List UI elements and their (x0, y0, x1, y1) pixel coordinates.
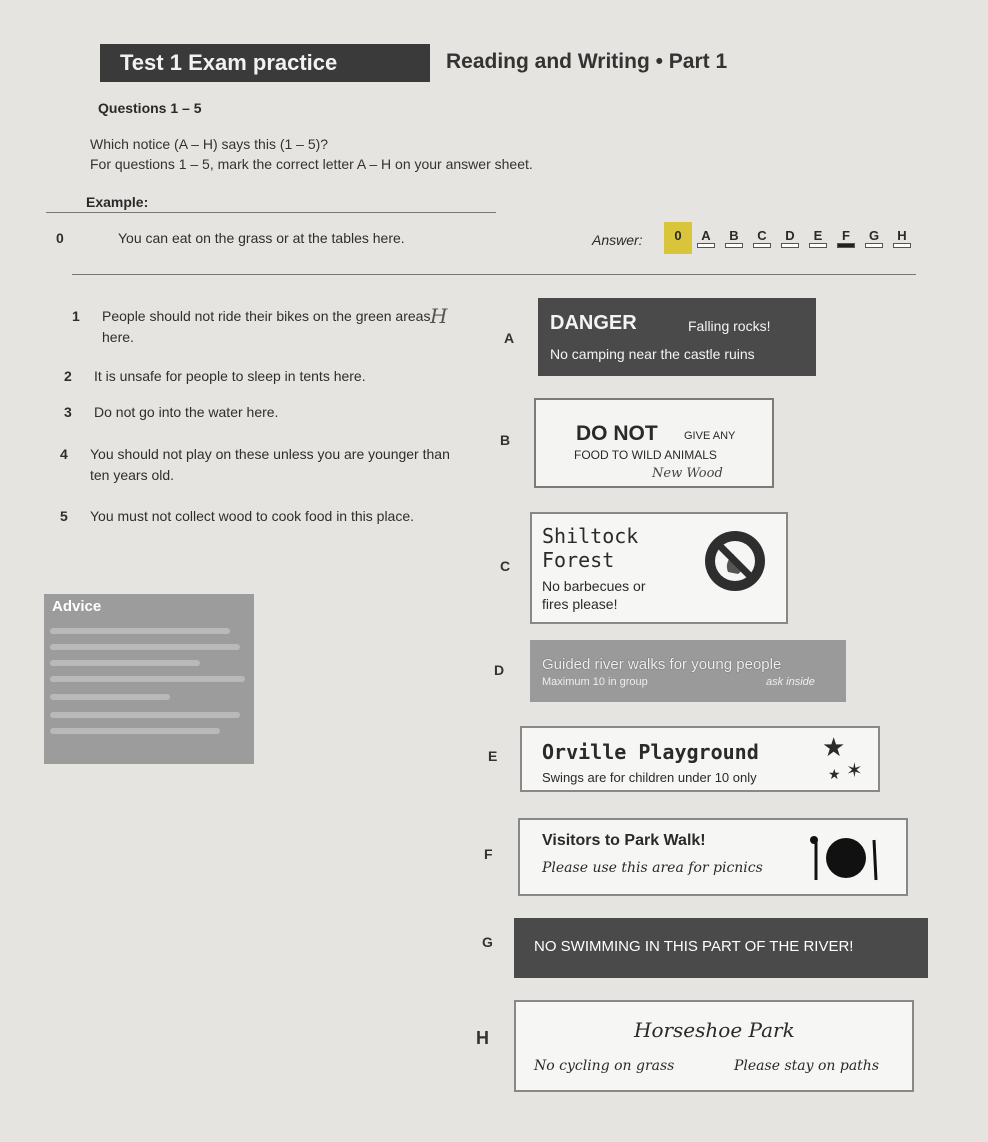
notice-letter-a: A (504, 330, 515, 346)
notice-g-line: NO SWIMMING IN THIS PART OF THE RIVER! (534, 938, 854, 955)
forest-name-1: Shiltock (542, 524, 639, 548)
answer-mark-box[interactable] (865, 243, 883, 248)
question-1 (72, 306, 452, 356)
forest-name-2: Forest (542, 548, 615, 572)
star-icon: ✶ (846, 760, 863, 782)
answer-option-label: G (868, 228, 880, 243)
question-number: 4 (60, 446, 68, 462)
notice-h-left: No cycling on grass (534, 1058, 675, 1074)
answer-mark-box[interactable] (893, 243, 911, 248)
test-title: Test 1 Exam practice (120, 50, 338, 75)
answer-option-e[interactable] (804, 222, 832, 254)
question-number: 3 (64, 404, 72, 420)
divider (46, 212, 496, 213)
star-icon: ★ (822, 732, 846, 762)
notice-d-line-2a: Maximum 10 in group (542, 676, 648, 688)
answer-option-b[interactable] (720, 222, 748, 254)
notice-f (518, 818, 908, 896)
answer-mark-box[interactable] (697, 243, 715, 248)
answer-option-label: H (897, 228, 907, 243)
notice-f-title: Visitors to Park Walk! (542, 832, 706, 849)
notice-d (530, 640, 846, 702)
answer-number-cell (664, 222, 692, 254)
divider (72, 274, 916, 275)
instruction-line-1: Which notice (A – H) says this (1 – 5)? (90, 136, 329, 152)
notice-letter-c: C (500, 558, 511, 574)
question-text: You should not play on these unless you are younger than ten years old. (90, 446, 450, 483)
question-3 (64, 402, 464, 426)
instruction-line-2: For questions 1 – 5, mark the correct letter A – H on your answer sheet. (90, 156, 533, 172)
notice-letter-f: F (484, 846, 493, 862)
example-number: 0 (56, 230, 64, 246)
answer-label: Answer: (592, 232, 643, 248)
handwritten-answer: H (430, 304, 448, 328)
notice-c-line-2: fires please! (542, 596, 618, 612)
answer-option-label: C (757, 228, 767, 243)
answer-mark-box[interactable] (837, 243, 855, 248)
question-text: Do not go into the water here. (94, 404, 279, 420)
example-text: You can eat on the grass or at the tables here. (118, 230, 405, 246)
star-icon: ★ (828, 766, 841, 782)
notice-h (514, 1000, 914, 1092)
answer-option-label: E (813, 228, 823, 243)
answer-option-label: B (729, 228, 739, 243)
question-text: People should not ride their bikes on the green areas here. (102, 308, 431, 345)
question-4 (60, 444, 460, 490)
question-text: You must not collect wood to cook food in this place. (90, 508, 415, 524)
notice-h-right: Please stay on paths (734, 1058, 879, 1074)
notice-a (538, 298, 816, 376)
answer-option-d[interactable] (776, 222, 804, 254)
example-label: Example: (86, 194, 149, 210)
question-text: It is unsafe for people to sleep in tents here. (94, 368, 366, 384)
notice-b-small: GIVE ANY (684, 430, 736, 442)
question-2 (64, 366, 464, 390)
advice-panel (44, 594, 254, 764)
answer-option-label: A (701, 228, 711, 243)
answer-mark-box[interactable] (809, 243, 827, 248)
notice-c (530, 512, 788, 624)
answer-option-g[interactable] (860, 222, 888, 254)
notice-letter-e: E (488, 748, 498, 764)
answer-option-label: D (785, 228, 795, 243)
no-fire-icon (702, 528, 768, 594)
playground-title: Orville Playground (542, 740, 759, 764)
notice-d-line-1: Guided river walks for young people (542, 656, 782, 673)
notice-a-line: No camping near the castle ruins (550, 346, 755, 362)
notice-letter-b: B (500, 432, 511, 448)
notice-g (514, 918, 928, 978)
test-title-box (100, 44, 430, 82)
section-title: Reading and Writing • Part 1 (446, 50, 728, 73)
question-number: 2 (64, 368, 72, 384)
notice-b-line: FOOD TO WILD ANIMALS (574, 448, 717, 462)
question-number: 5 (60, 508, 68, 524)
notice-b (534, 398, 774, 488)
answer-option-label: 0 (674, 228, 682, 243)
park-title: Horseshoe Park (634, 1018, 795, 1042)
notice-letter-h: H (476, 1028, 489, 1048)
notice-a-sub: Falling rocks! (688, 318, 771, 334)
answer-option-label: F (842, 228, 850, 243)
notice-e-line: Swings are for children under 10 only (542, 770, 757, 785)
notice-c-line-1: No barbecues or (542, 578, 646, 594)
answer-option-h[interactable] (888, 222, 916, 254)
picnic-table-icon (810, 834, 880, 882)
answer-option-f[interactable] (832, 222, 860, 254)
answer-grid (664, 222, 916, 254)
question-5 (60, 506, 460, 552)
answer-mark-box[interactable] (753, 243, 771, 248)
advice-title: Advice (52, 598, 102, 615)
questions-heading: Questions 1 – 5 (98, 100, 202, 116)
answer-mark-box[interactable] (781, 243, 799, 248)
answer-mark-box[interactable] (725, 243, 743, 248)
answer-option-c[interactable] (748, 222, 776, 254)
notice-b-big: DO NOT (576, 422, 658, 445)
notice-letter-g: G (482, 934, 493, 950)
notice-d-line-2b: ask inside (766, 676, 815, 688)
notice-e (520, 726, 880, 792)
notice-b-handwriting: New Wood (652, 466, 723, 481)
danger-heading: DANGER (550, 312, 637, 334)
question-number: 1 (72, 308, 80, 324)
notice-letter-d: D (494, 662, 505, 678)
notice-f-line: Please use this area for picnics (542, 860, 763, 876)
answer-option-a[interactable] (692, 222, 720, 254)
